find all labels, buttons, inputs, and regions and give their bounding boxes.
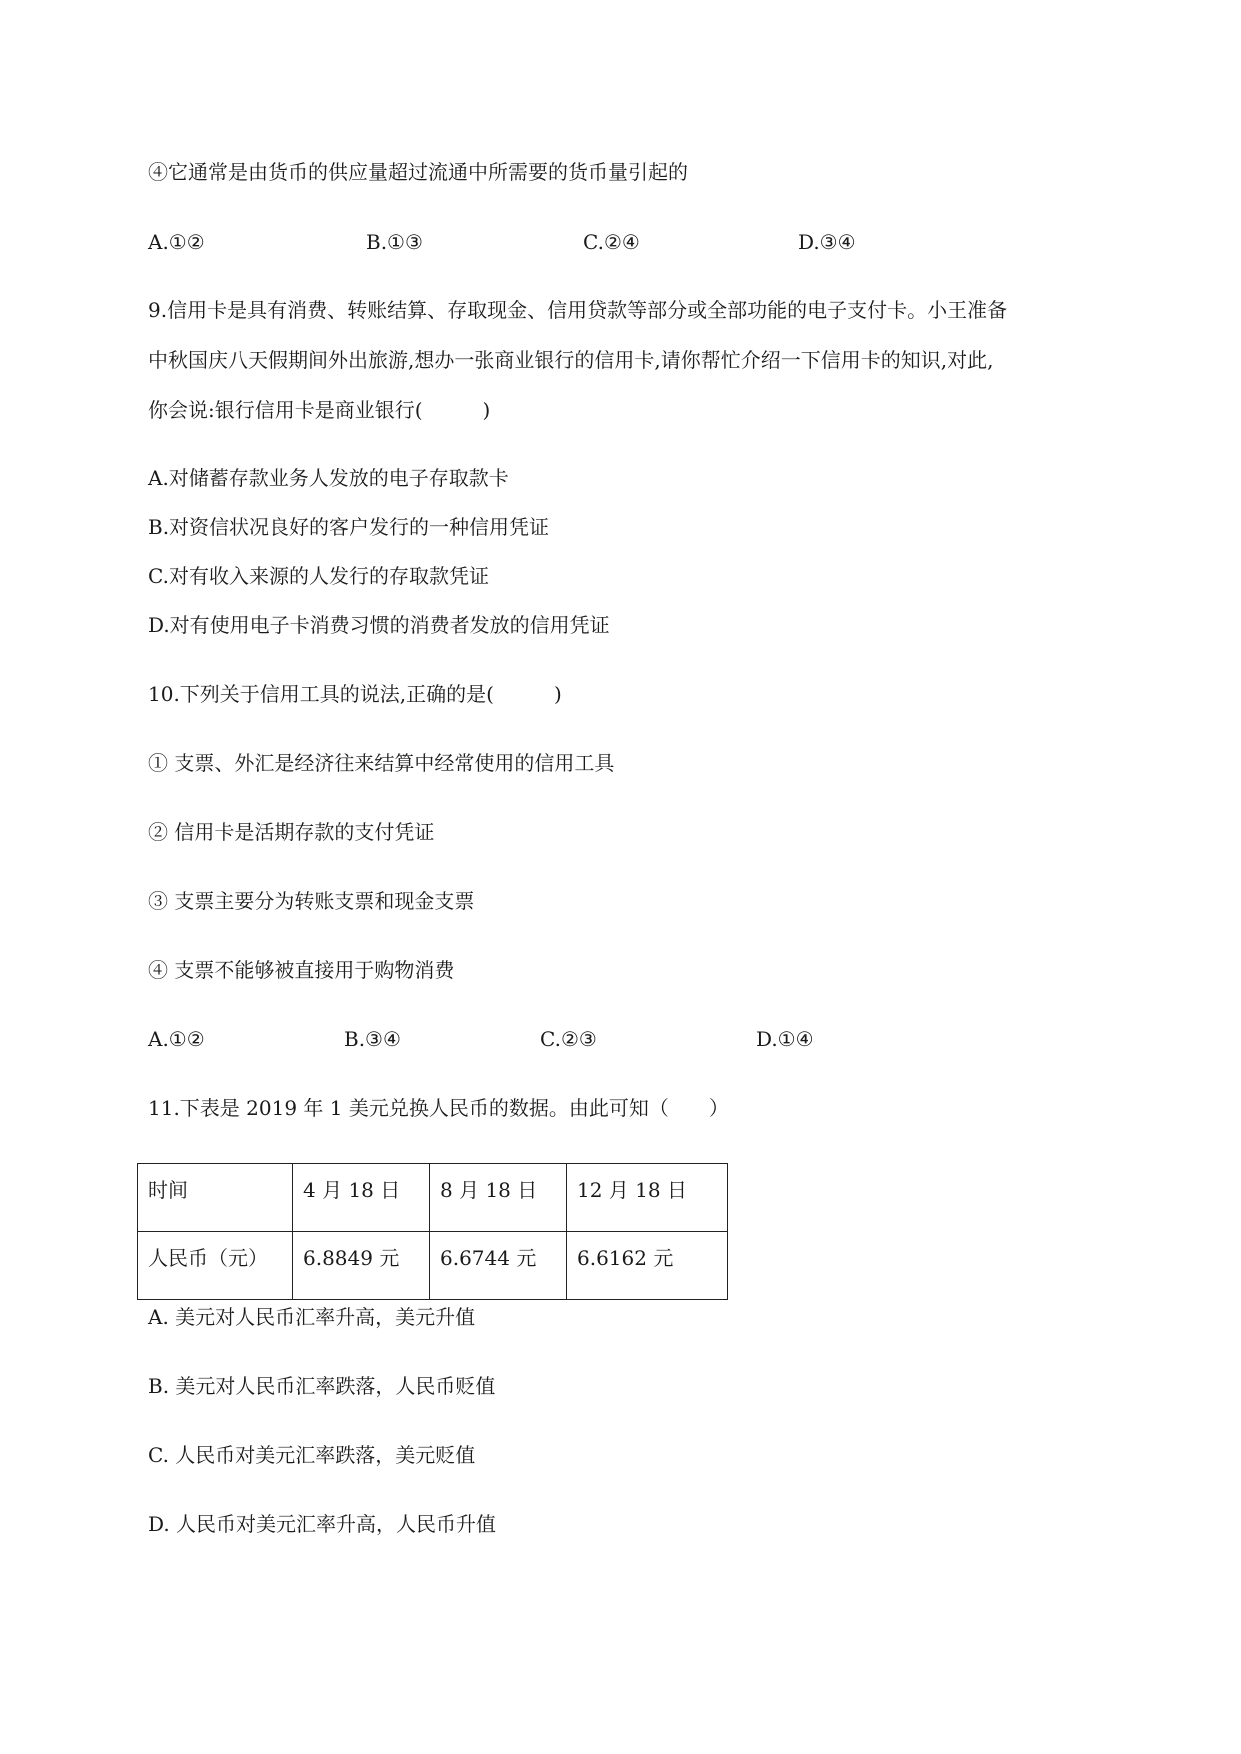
q11-option-a: A. 美元对人民币汇率升高，美元升值 — [148, 1305, 476, 1329]
q8-item-4: ④它通常是由货币的供应量超过流通中所需要的货币量引起的 — [148, 160, 688, 184]
exchange-rate-table — [137, 1163, 728, 1300]
q9-stem-line-3: 你会说:银行信用卡是商业银行( ) — [148, 398, 491, 422]
q9-stem-line-2: 中秋国庆八天假期间外出旅游,想办一张商业银行的信用卡,请你帮忙介绍一下信用卡的知识,对此, — [148, 348, 994, 372]
q10-option-a: A.①② — [148, 1027, 205, 1051]
q9-stem-line-1: 9.信用卡是具有消费、转账结算、存取现金、信用贷款等部分或全部功能的电子支付卡。小王准备 — [148, 298, 1008, 322]
table-cell: 8 月 18 日 — [430, 1164, 567, 1232]
q8-option-c: C.②④ — [583, 230, 640, 254]
q9-option-a: A.对储蓄存款业务人发放的电子存取款卡 — [148, 466, 509, 490]
q10-item-4: ④ 支票不能够被直接用于购物消费 — [148, 958, 455, 982]
q10-option-c: C.②③ — [540, 1027, 597, 1051]
table-cell: 4 月 18 日 — [293, 1164, 430, 1232]
q9-option-d: D.对有使用电子卡消费习惯的消费者发放的信用凭证 — [148, 613, 610, 637]
table-row — [138, 1164, 728, 1232]
table-cell: 6.6744 元 — [430, 1232, 567, 1300]
q10-item-2: ② 信用卡是活期存款的支付凭证 — [148, 820, 435, 844]
q11-stem: 11.下表是 2019 年 1 美元兑换人民币的数据。由此可知（ ） — [148, 1096, 729, 1120]
q8-option-b: B.①③ — [366, 230, 423, 254]
q9-option-b: B.对资信状况良好的客户发行的一种信用凭证 — [148, 515, 550, 539]
table-row — [138, 1232, 728, 1300]
q10-option-b: B.③④ — [344, 1027, 401, 1051]
q8-option-d: D.③④ — [798, 230, 856, 254]
table-cell: 人民币（元） — [138, 1232, 293, 1300]
table-cell: 6.8849 元 — [293, 1232, 430, 1300]
table-cell: 时间 — [138, 1164, 293, 1232]
table-cell: 12 月 18 日 — [567, 1164, 728, 1232]
q11-option-d: D. 人民币对美元汇率升高，人民币升值 — [148, 1512, 497, 1536]
q10-item-3: ③ 支票主要分为转账支票和现金支票 — [148, 889, 475, 913]
q11-option-c: C. 人民币对美元汇率跌落，美元贬值 — [148, 1443, 476, 1467]
q10-item-1: ① 支票、外汇是经济往来结算中经常使用的信用工具 — [148, 751, 615, 775]
q10-stem: 10.下列关于信用工具的说法,正确的是( ) — [148, 682, 562, 706]
q9-option-c: C.对有收入来源的人发行的存取款凭证 — [148, 564, 489, 588]
table-cell: 6.6162 元 — [567, 1232, 728, 1300]
q10-option-d: D.①④ — [756, 1027, 814, 1051]
q11-option-b: B. 美元对人民币汇率跌落，人民币贬值 — [148, 1374, 496, 1398]
q8-option-a: A.①② — [148, 230, 205, 254]
